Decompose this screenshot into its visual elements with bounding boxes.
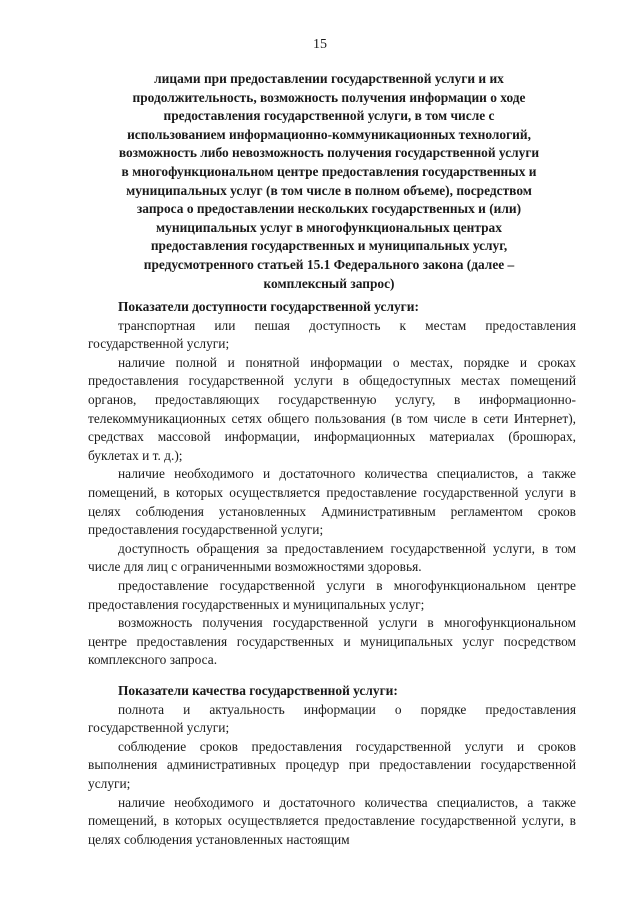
paragraph: соблюдение сроков предоставления государственной услуги и сроков выполнения административных процедур при предоставлении государственной услуги; [88,738,576,791]
heading-line: муниципальных услуг (в том числе в полном объеме), посредством [126,182,532,198]
heading-line: муниципальных услуг в многофункциональных центрах [156,219,502,235]
heading-line: предусмотренного статьей 15.1 Федерального закона (далее – [143,256,515,272]
paragraph: доступность обращения за предоставлением государственной услуги, в том числе для лиц с ограниченными возможностями здоровья. [88,540,576,575]
paragraph: полнота и актуальность информации о порядке предоставления государственной услуги; [88,701,576,736]
paragraph: транспортная или пешая доступность к местам предоставления государственной услуги; [88,317,576,352]
quality-title: Показатели качества государственной услуги: [118,683,398,698]
heading-line: комплексный запрос) [263,275,395,291]
heading-line: использованием информационно-коммуникационных технологий, [127,126,531,142]
accessibility-title: Показатели доступности государственной услуги: [118,299,419,314]
paragraph: наличие необходимого и достаточного количества специалистов, а также помещений, в которых осуществляется предоставление государственной услуги в целях соблюдения установленных Административным регламентом сроков предоставления государственной услуги; [88,466,576,538]
quality-section [88,682,576,849]
page-number: 15 [313,37,327,52]
paragraph: предоставление государственной услуги в многофункциональном центре предоставления государственных и муниципальных услуг; [88,577,576,612]
heading-line: предоставления государственных и муниципальных услуг, [150,238,508,254]
heading-line: в многофункциональном центре предоставления государственных и [121,163,537,179]
paragraph: наличие полной и понятной информации о местах, порядке и сроках предоставления государственной услуги в общедоступных местах помещений органов, предоставляющих государственную услугу, в информационно-телекоммуникационных сетях общего пользования (в том числе в сети Интернет), средствах массовой информации, информационных материалах (брошюрах, буклетах и т. д.); [88,354,576,463]
heading-line: предоставления государственной услуги, в том числе с [163,108,495,124]
section-heading [84,70,574,293]
heading-line: возможность либо невозможность получения государственной услуги [118,145,540,161]
accessibility-section [88,298,576,670]
paragraph: наличие необходимого и достаточного количества специалистов, а также помещений, в которых осуществляется предоставление государственной услуги, в целях соблюдения установленных настоящим [88,794,576,847]
heading-line: лицами при предоставлении государственной услуги и их [154,71,504,86]
paragraph: возможность получения государственной услуги в многофункциональном центре предоставления государственных и муниципальных услуг посредством комплексного запроса. [88,615,576,668]
heading-line: запроса о предоставлении нескольких государственных и (или) [136,201,522,217]
heading-line: продолжительность, возможность получения информации о ходе [132,89,526,105]
